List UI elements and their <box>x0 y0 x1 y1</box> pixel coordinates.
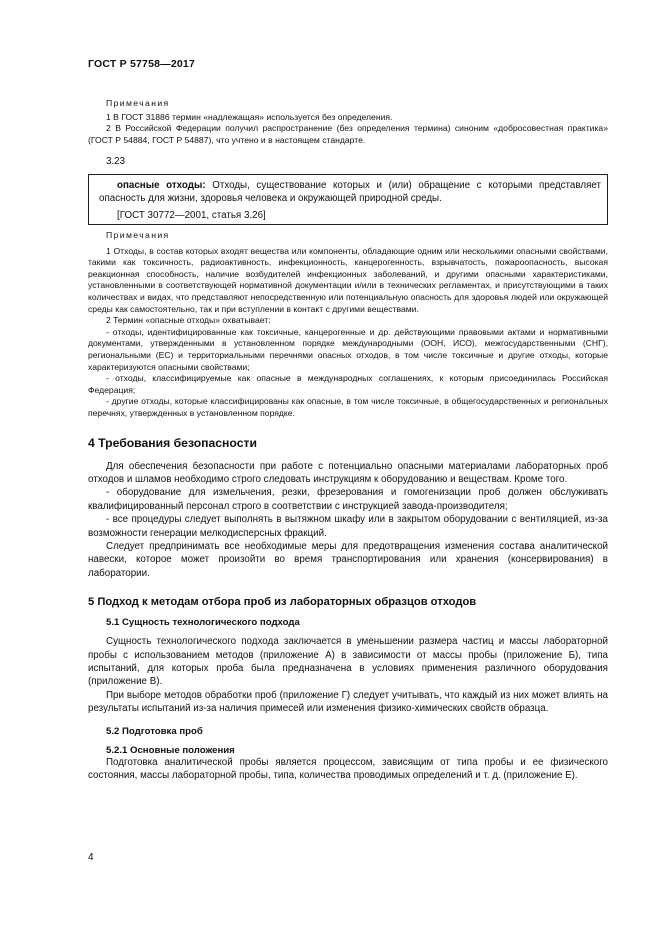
document-code: ГОСТ Р 57758—2017 <box>88 58 196 70</box>
note-list-item: - отходы, идентифицированные как токсичные, канцерогенные и др. действующими правовыми актами и нормативными документами, утвержденными в установленном порядке международными (ООН, ИСО), межгосударственными (СНГ), региональными (ЕС) и территориальными перечнями опасных отходов, в том числе токсичные и другие отходы, которые характеризуются опасными свойствами; <box>88 326 608 372</box>
term-definition <box>99 179 601 206</box>
subsection-5-1-body <box>88 635 608 715</box>
subsection-5-1-heading: 5.1 Сущность технологического подхода <box>106 617 300 629</box>
note-list-item: - другие отходы, которые классифицированы как опасные, в том числе токсичные, в общегосударственных и региональных перечнях, утвержденных в установленном порядке. <box>88 396 608 418</box>
notes-block-2 <box>88 230 608 420</box>
term-text: Отходы, существование которых и (или) обращение с которыми представляет опасность для жизни, здоровья человека и окружающей природной среды. <box>99 179 601 205</box>
term-number: 3.23 <box>106 156 126 168</box>
note-item: 2 В Российской Федерации получил распространение (без определения термина) синоним «добросовестная практика» (ГОСТ Р 54884, ГОСТ Р 54887), что учтено и в настоящем стандарте. <box>88 123 608 145</box>
note-item: 1 Отходы, в состав которых входят вещества или компоненты, обладающие одним или несколькими опасными свойствами, такими как токсичность, радиоактивность, инфекционность, канцерогенность, взрывчатость, пожароопасность, высокая реакционная способность, наличие возбудителей инфекционных заболеваний, и другими опасными характеристиками, установленными в соответствующей нормативной документации и/или в технических регламентах, и присутствующими в таких количествах и видах, что представляют непосредственную или потенциальную опасность для здоровья людей или окружающей среды как самостоятельно, так и при вступлении в контакт с другими веществами. <box>88 245 608 314</box>
paragraph: Для обеспечения безопасности при работе с потенциально опасными материалами лабораторных проб отходов и шламов необходимо строго следовать инструкциям к оборудованию и веществам. Кроме того. <box>88 460 608 485</box>
paragraph: - оборудование для измельчения, резки, фрезерования и гомогенизации проб должен обслуживать квалифицированный персонал строго в соответствии с инструкцией завода-производителя; <box>88 487 608 512</box>
term-source: [ГОСТ 30772—2001, статья 3.26] <box>117 209 266 221</box>
paragraph: Следует предпринимать все необходимые меры для предотвращения изменения состава аналитической навески, которое может произойти во время транспортирования или хранения (консервирования) в лаборатории. <box>88 540 608 579</box>
section-5-heading: 5 Подход к методам отбора проб из лабораторных образцов отходов <box>88 596 477 609</box>
term-definition-box <box>88 174 608 209</box>
notes-title: Примечания <box>106 230 170 240</box>
paragraph: При выборе методов обработки проб (приложение Г) следует учитывать, что каждый из них может влиять на результаты испытаний из-за наличия примесей или изменения физико-химических свойств образца. <box>88 689 608 715</box>
paragraph: Сущность технологического подхода заключается в уменьшении размера частиц и массы лабораторной пробы с использованием методов (приложение А) в зависимости от массы пробы (приложение Б), типа испытаний, для которых проба была предназначена в условиях применения различного оборудования (приложение В). <box>88 636 608 688</box>
term-name: опасные отходы: <box>117 179 206 191</box>
notes-title: Примечания <box>106 98 170 108</box>
section-4-body <box>88 460 608 581</box>
note-item: 2 Термин «опасные отходы» охватывает: <box>106 315 271 326</box>
subsection-5-2-heading: 5.2 Подготовка проб <box>106 725 203 737</box>
note-list-item: - отходы, классифицируемые как опасные в международных соглашениях, к которым присоединилась Российская Федерация; <box>88 373 608 395</box>
page-number: 4 <box>88 852 94 863</box>
subsection-5-2-1-body <box>88 756 608 783</box>
section-4-heading: 4 Требования безопасности <box>88 435 257 450</box>
note-item: 1 В ГОСТ 31886 термин «надлежащая» используется без определения. <box>106 111 393 122</box>
term-source-box <box>88 209 608 225</box>
subsection-5-2-1-heading: 5.2.1 Основные положения <box>106 744 235 756</box>
notes-block-1 <box>88 98 608 146</box>
page-content <box>88 98 608 782</box>
paragraph: Подготовка аналитической пробы является процессом, зависящим от типа пробы и ее физического состояния, массы лабораторной пробы, типа, количества проводимых определений и т. д. (приложение Е). <box>88 756 608 781</box>
paragraph: - все процедуры следует выполнять в вытяжном шкафу или в закрытом оборудовании с вентиляцией, из-за возможности генерации мелкодисперсных фракций. <box>88 514 608 539</box>
